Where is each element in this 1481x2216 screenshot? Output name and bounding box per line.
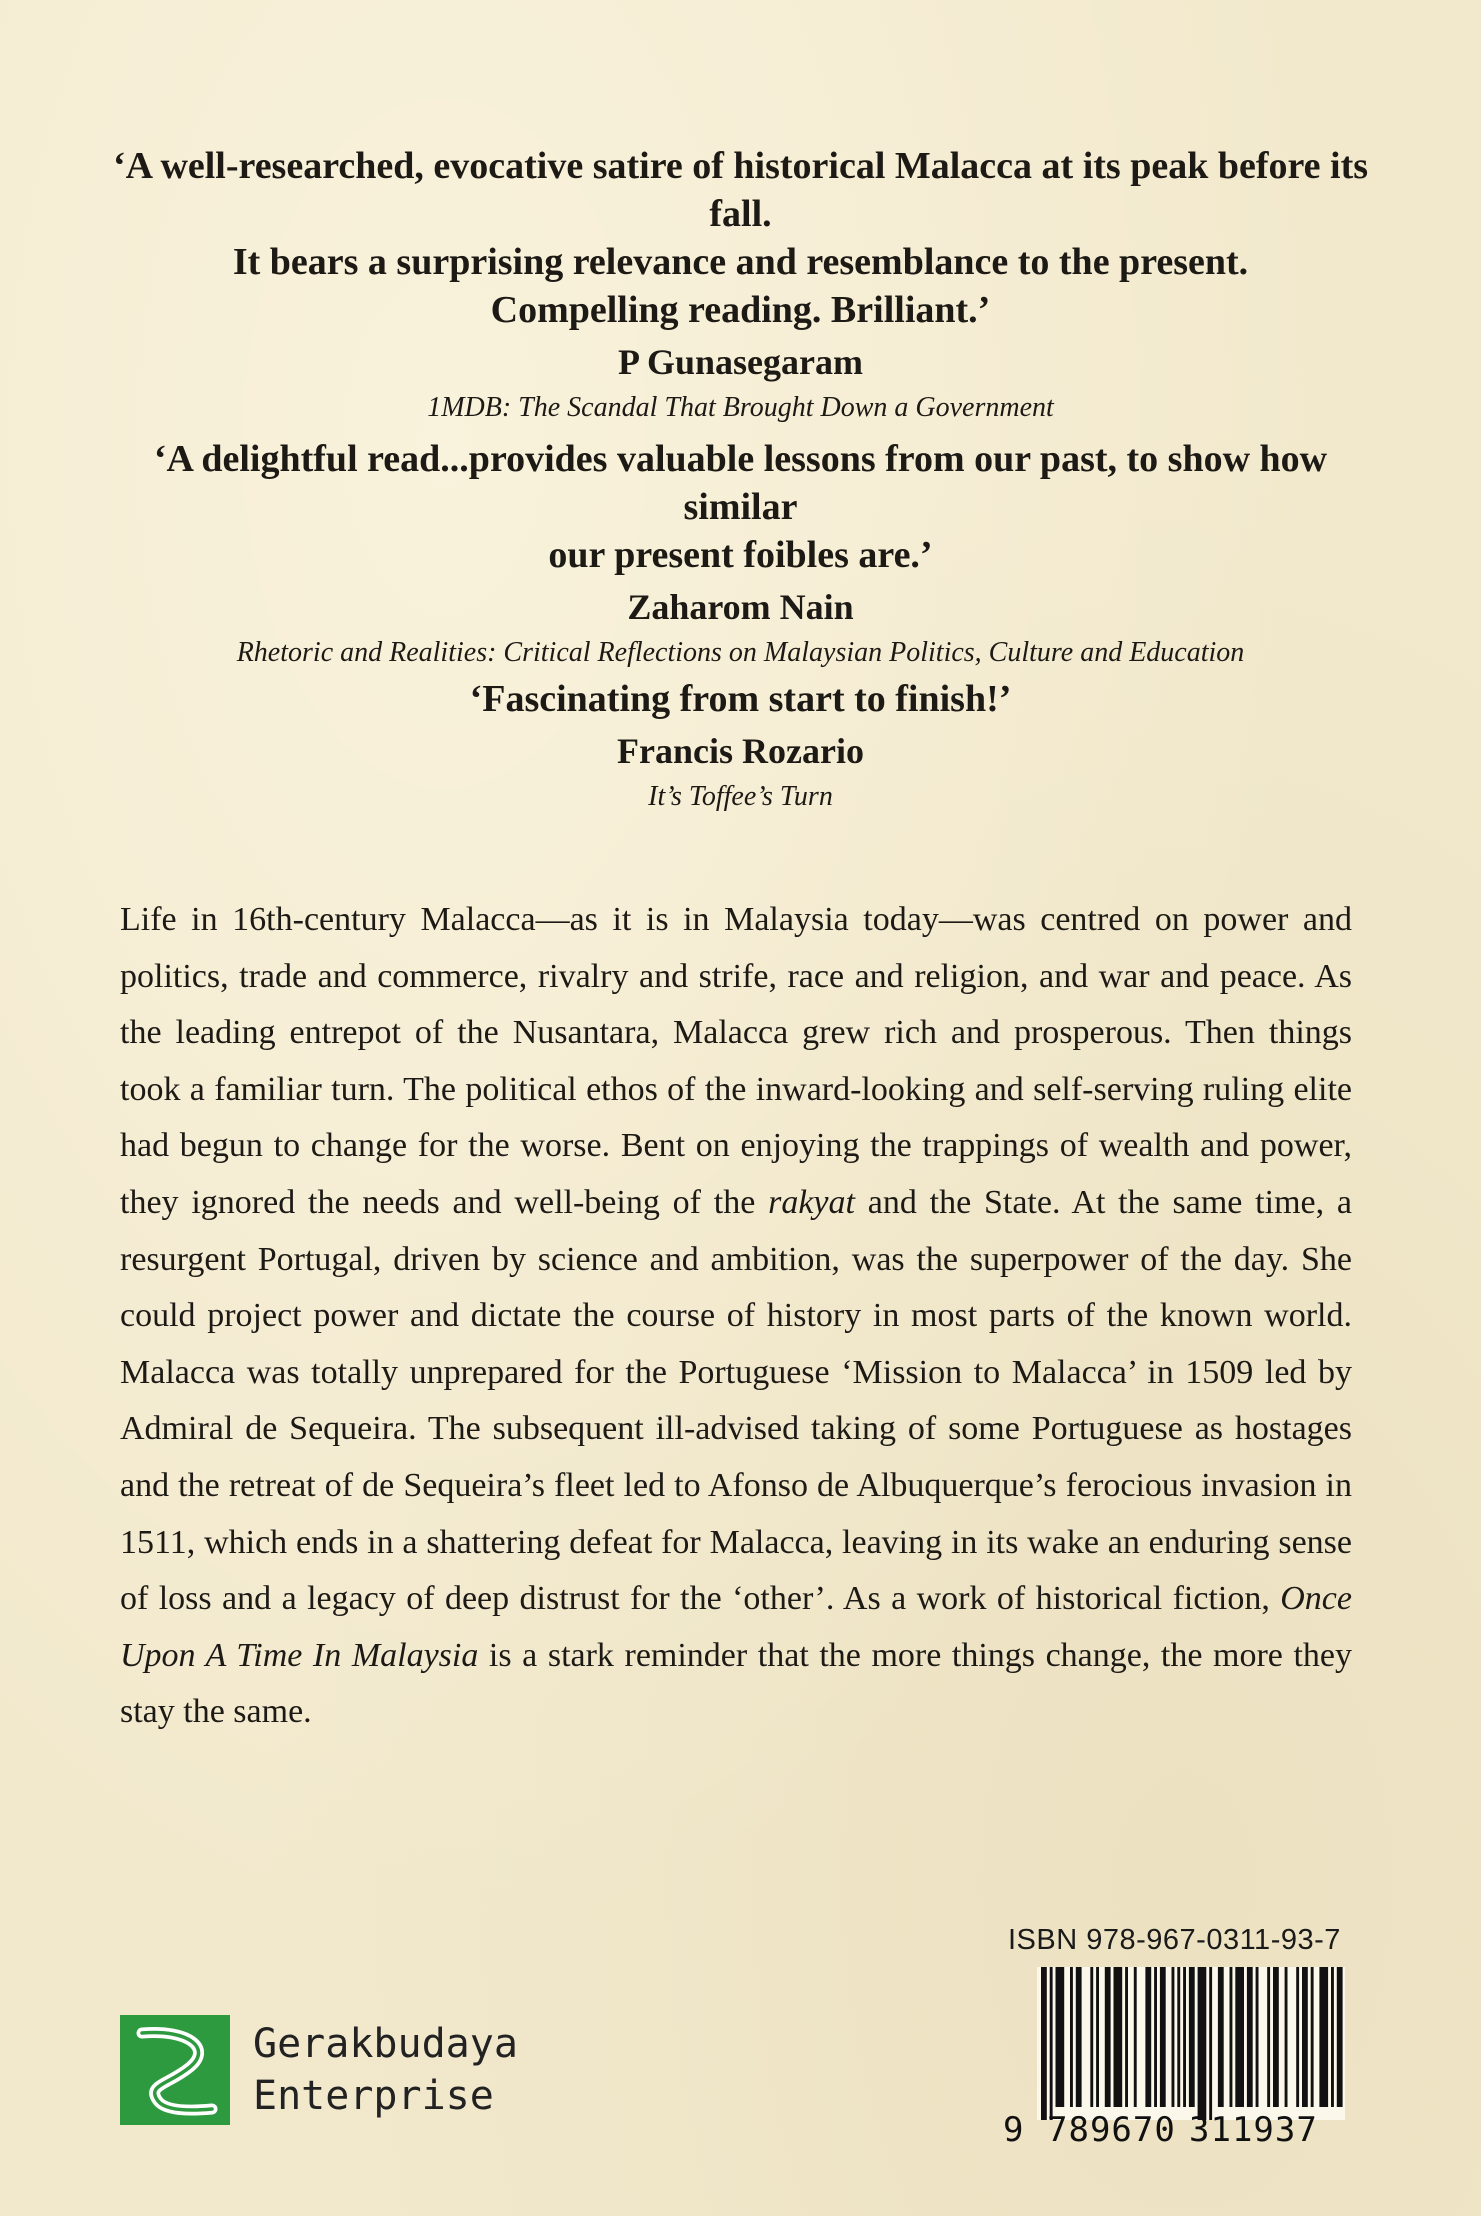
barcode-bar bbox=[1247, 1967, 1253, 2107]
endorsement-work: Rhetoric and Realities: Critical Reflections on Malaysian Politics, Culture and Education bbox=[236, 637, 1245, 668]
endorsement-quote bbox=[110, 142, 1371, 334]
publisher-name-line2: Enterprise bbox=[253, 2073, 494, 2119]
barcode-bar bbox=[1235, 1967, 1244, 2107]
endorsement-quote bbox=[110, 675, 1371, 723]
barcode-bar bbox=[1311, 1967, 1314, 2107]
barcode-digits-left: 789670 bbox=[1047, 2110, 1176, 2150]
barcode-bar bbox=[1154, 1967, 1157, 2107]
barcode-bar bbox=[1070, 1967, 1073, 2107]
barcode-bar bbox=[1125, 1967, 1128, 2107]
synopsis-paragraph bbox=[120, 892, 1352, 1741]
endorsement-author: P Gunasegaram bbox=[617, 342, 863, 382]
barcode-bar bbox=[1285, 1967, 1288, 2107]
isbn-label: ISBN 978-967-0311-93-7 bbox=[1008, 1924, 1341, 1956]
quote-line: ‘Fascinating from start to finish!’ bbox=[469, 678, 1012, 720]
barcode-bar bbox=[1090, 1967, 1093, 2107]
barcode-digit-first: 9 bbox=[1003, 2110, 1024, 2150]
barcode-bar bbox=[1160, 1967, 1166, 2107]
endorsement-author: Zaharom Nain bbox=[627, 587, 854, 627]
endorsement-work: It’s Toffee’s Turn bbox=[648, 781, 833, 812]
barcode-bar bbox=[1273, 1967, 1279, 2107]
synopsis-text: Life in 16th-century Malacca—as it is in Malaysia today—was centred on power and politics, trade and commerce, rivalry and strife, race and religion, and war and peace. As the leading entrepot of the Nusantara, Malacca grew rich and prosperous. Then things took a familiar turn. The political ethos of the inward-looking and self-serving ruling elite had begun to change for the worse. Bent on enjoying the trappings of wealth and power, they ignored the needs and well-being of the bbox=[120, 901, 1352, 1221]
quote-line: ‘A well-researched, evocative satire of historical Malacca at its peak before its fall. bbox=[112, 145, 1369, 235]
barcode-bar bbox=[1096, 1967, 1099, 2107]
barcode-bar bbox=[1296, 1967, 1299, 2107]
barcode-digits bbox=[1003, 2110, 1348, 2150]
barcode-bar bbox=[1198, 1967, 1207, 2120]
synopsis-rakyat: rakyat bbox=[768, 1183, 855, 1221]
publisher-name-line1: Gerakbudaya bbox=[253, 2021, 518, 2067]
barcode-bar bbox=[1134, 1967, 1137, 2107]
barcode-bar bbox=[1209, 1967, 1212, 2120]
barcode bbox=[1037, 1967, 1345, 2120]
barcode-bar bbox=[1114, 1967, 1123, 2107]
barcode-bar bbox=[1056, 1967, 1065, 2107]
road-curve-icon bbox=[120, 2015, 230, 2125]
endorsement-1 bbox=[110, 142, 1371, 426]
barcode-bar bbox=[1319, 1967, 1328, 2107]
barcode-bar bbox=[1230, 1967, 1233, 2107]
synopsis-book-title: Once Upon A Time In Malaysia bbox=[120, 1580, 1352, 1674]
publisher-name bbox=[253, 2018, 518, 2122]
quote-line: Compelling reading. Brilliant.’ bbox=[490, 289, 991, 331]
barcode-bar bbox=[1218, 1967, 1224, 2107]
synopsis-text: is a stark reminder that the more things change, the more they stay the same. bbox=[120, 1636, 1352, 1731]
barcode-bar bbox=[1041, 1967, 1047, 2120]
barcode-bar bbox=[1172, 1967, 1175, 2107]
barcode-bar bbox=[1302, 1967, 1308, 2107]
barcode-digits-right: 311937 bbox=[1189, 2110, 1318, 2150]
endorsement-work: 1MDB: The Scandal That Brought Down a Government bbox=[427, 392, 1054, 423]
quote-line: ‘A delightful read...provides valuable lessons from our past, to show how similar bbox=[153, 438, 1328, 528]
endorsement-author: Francis Rozario bbox=[617, 731, 864, 771]
endorsement-quote bbox=[110, 435, 1371, 579]
barcode-bars bbox=[1037, 1967, 1345, 2120]
barcode-bar bbox=[1189, 1967, 1195, 2107]
barcode-bar bbox=[1337, 1967, 1343, 2107]
barcode-bar bbox=[1145, 1967, 1151, 2107]
endorsement-3 bbox=[110, 675, 1371, 815]
barcode-bar bbox=[1183, 1967, 1186, 2107]
barcode-bar bbox=[1050, 1967, 1053, 2120]
quote-line: It bears a surprising relevance and resemblance to the present. bbox=[232, 241, 1249, 283]
endorsement-2 bbox=[110, 435, 1371, 671]
synopsis-text: and the State. At the same time, a resurgent Portugal, driven by science and ambition, was the superpower of the day. She could project power and dictate the course of history in most parts of the known world. Malacca was totally unprepared for the Portuguese ‘Mission to Malacca’ in 1509 led by Admiral de Sequeira. The subsequent ill-advised taking of some Portuguese as hostages and the retreat of de Sequeira’s fleet led to Afonso de Albuquerque’s ferocious invasion in 1511, which ends in a shattering defeat for Malacca, leaving in its wake an enduring sense of loss and a legacy of deep distrust for the ‘other’. As a work of historical fiction, bbox=[120, 1183, 1352, 1618]
publisher-logo-icon bbox=[120, 2015, 230, 2125]
barcode-bar bbox=[1177, 1967, 1180, 2107]
barcode-bar bbox=[1105, 1967, 1111, 2107]
barcode-bar bbox=[1256, 1967, 1259, 2107]
barcode-bar bbox=[1076, 1967, 1082, 2107]
quote-line: our present foibles are.’ bbox=[548, 534, 933, 576]
barcode-bar bbox=[1331, 1967, 1334, 2107]
barcode-bar bbox=[1267, 1967, 1270, 2107]
